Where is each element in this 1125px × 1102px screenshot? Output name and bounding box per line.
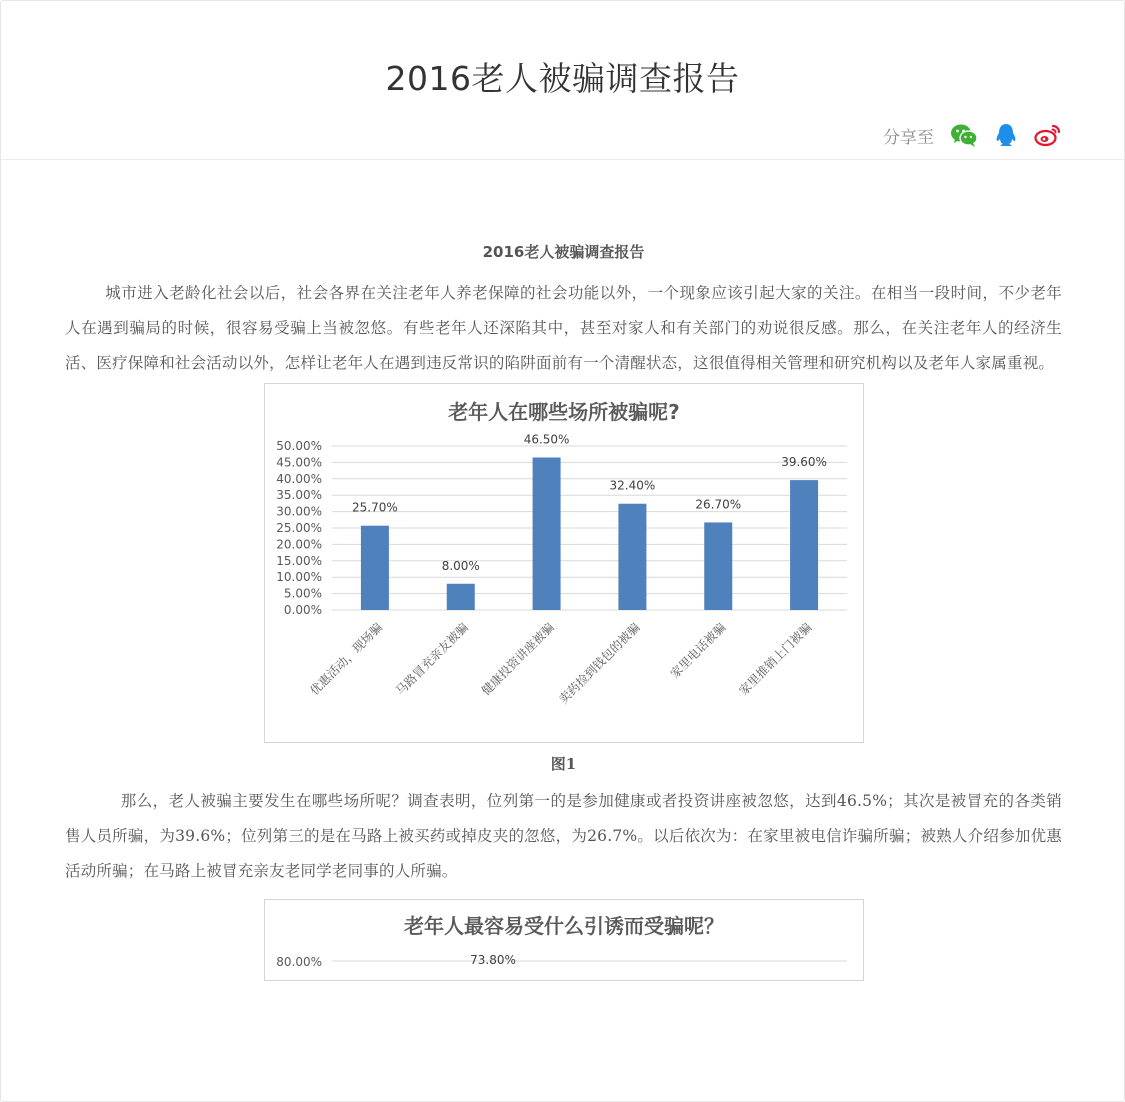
y-tick-label: 15.00% (275, 553, 322, 568)
bar (532, 457, 560, 610)
x-tick-label: 家里推销上门被骗 (735, 620, 814, 699)
y-tick-label: 35.00% (275, 488, 322, 503)
y-tick-label: 0.00% (283, 603, 322, 617)
x-tick-label: 马路冒充亲友被骗 (392, 620, 471, 699)
bar (446, 584, 474, 610)
y-tick-label: 25.00% (275, 521, 322, 535)
figure-1 (264, 383, 864, 743)
qq-icon[interactable] (992, 122, 1020, 148)
bar (360, 526, 388, 610)
chart-title: 老年人在哪些场所被骗呢? (447, 400, 680, 424)
chart-venues (265, 384, 863, 742)
x-tick-label: 家里电话被骗 (667, 620, 728, 682)
bar (790, 480, 818, 610)
y-tick-label: 80.00% (275, 955, 322, 969)
y-tick-label: 5.00% (283, 586, 322, 601)
bar-value-label: 25.70% (351, 500, 398, 515)
article-body (65, 241, 1062, 981)
bar-value-label: 46.50% (523, 432, 569, 447)
figure-1-caption: 图1 (550, 755, 577, 773)
body-paragraph: 那么，老人被骗主要发生在哪些场所呢？调查表明，位列第一的是参加健康或者投资讲座被忽悠，达到46.5%；其次是被冒充的各类销售人员所骗，为39.6%；位列第三的是在马路上被买药或掉皮夹的忽悠，为26.7%。以后依次为：在家里被电信诈骗所骗；被熟人介绍参加优惠活动所骗；在马路上被冒充亲友老同学老同事的人所骗。 (65, 792, 1062, 880)
wechat-icon[interactable] (950, 122, 978, 148)
chart-title: 老年人最容易受什么引诱而受骗呢？ (403, 914, 724, 938)
y-tick-label: 45.00% (275, 455, 322, 470)
bar-value-label: 73.80% (469, 953, 516, 967)
share-label: 分享至 (883, 127, 934, 148)
y-tick-label: 10.00% (275, 570, 322, 585)
y-tick-label: 20.00% (275, 537, 322, 552)
bar-value-label: 32.40% (609, 478, 655, 493)
page-title: 2016老人被骗调查报告 (385, 59, 740, 98)
intro-paragraph: 城市进入老龄化社会以后，社会各界在关注老年人养老保障的社会功能以外，一个现象应该引起大家的关注。在相当一段时间，不少老年人在遇到骗局的时候，很容易受骗上当被忽悠。有些老年人还深陷其中，甚至对家人和有关部门的劝说很反感。那么，在关注老年人的经济生活、医疗保障和社会活动以外，怎样让老年人在遇到违反常识的陷阱面前有一个清醒状态，这很值得相关管理和研究机构以及老年人家属重视。 (65, 284, 1062, 372)
bar (618, 504, 646, 610)
x-tick-label: 健康投资讲座被骗 (478, 620, 557, 699)
x-tick-label: 卖药捡到钱包的被骗 (555, 620, 643, 707)
weibo-icon[interactable] (1034, 122, 1062, 148)
y-tick-label: 50.00% (275, 439, 322, 453)
bar-value-label: 8.00% (441, 558, 480, 573)
bar (704, 522, 732, 610)
y-tick-label: 30.00% (275, 504, 322, 519)
bar-value-label: 26.70% (694, 497, 741, 512)
x-tick-label: 优惠活动，现场骗 (306, 620, 385, 699)
figure-2 (264, 899, 864, 981)
chart-lures (265, 900, 863, 980)
page-header (1, 1, 1124, 160)
share-bar (883, 122, 1062, 148)
y-tick-label: 40.00% (275, 471, 322, 486)
bar-value-label: 39.60% (780, 455, 827, 470)
article-title: 2016老人被骗调查报告 (482, 243, 645, 261)
